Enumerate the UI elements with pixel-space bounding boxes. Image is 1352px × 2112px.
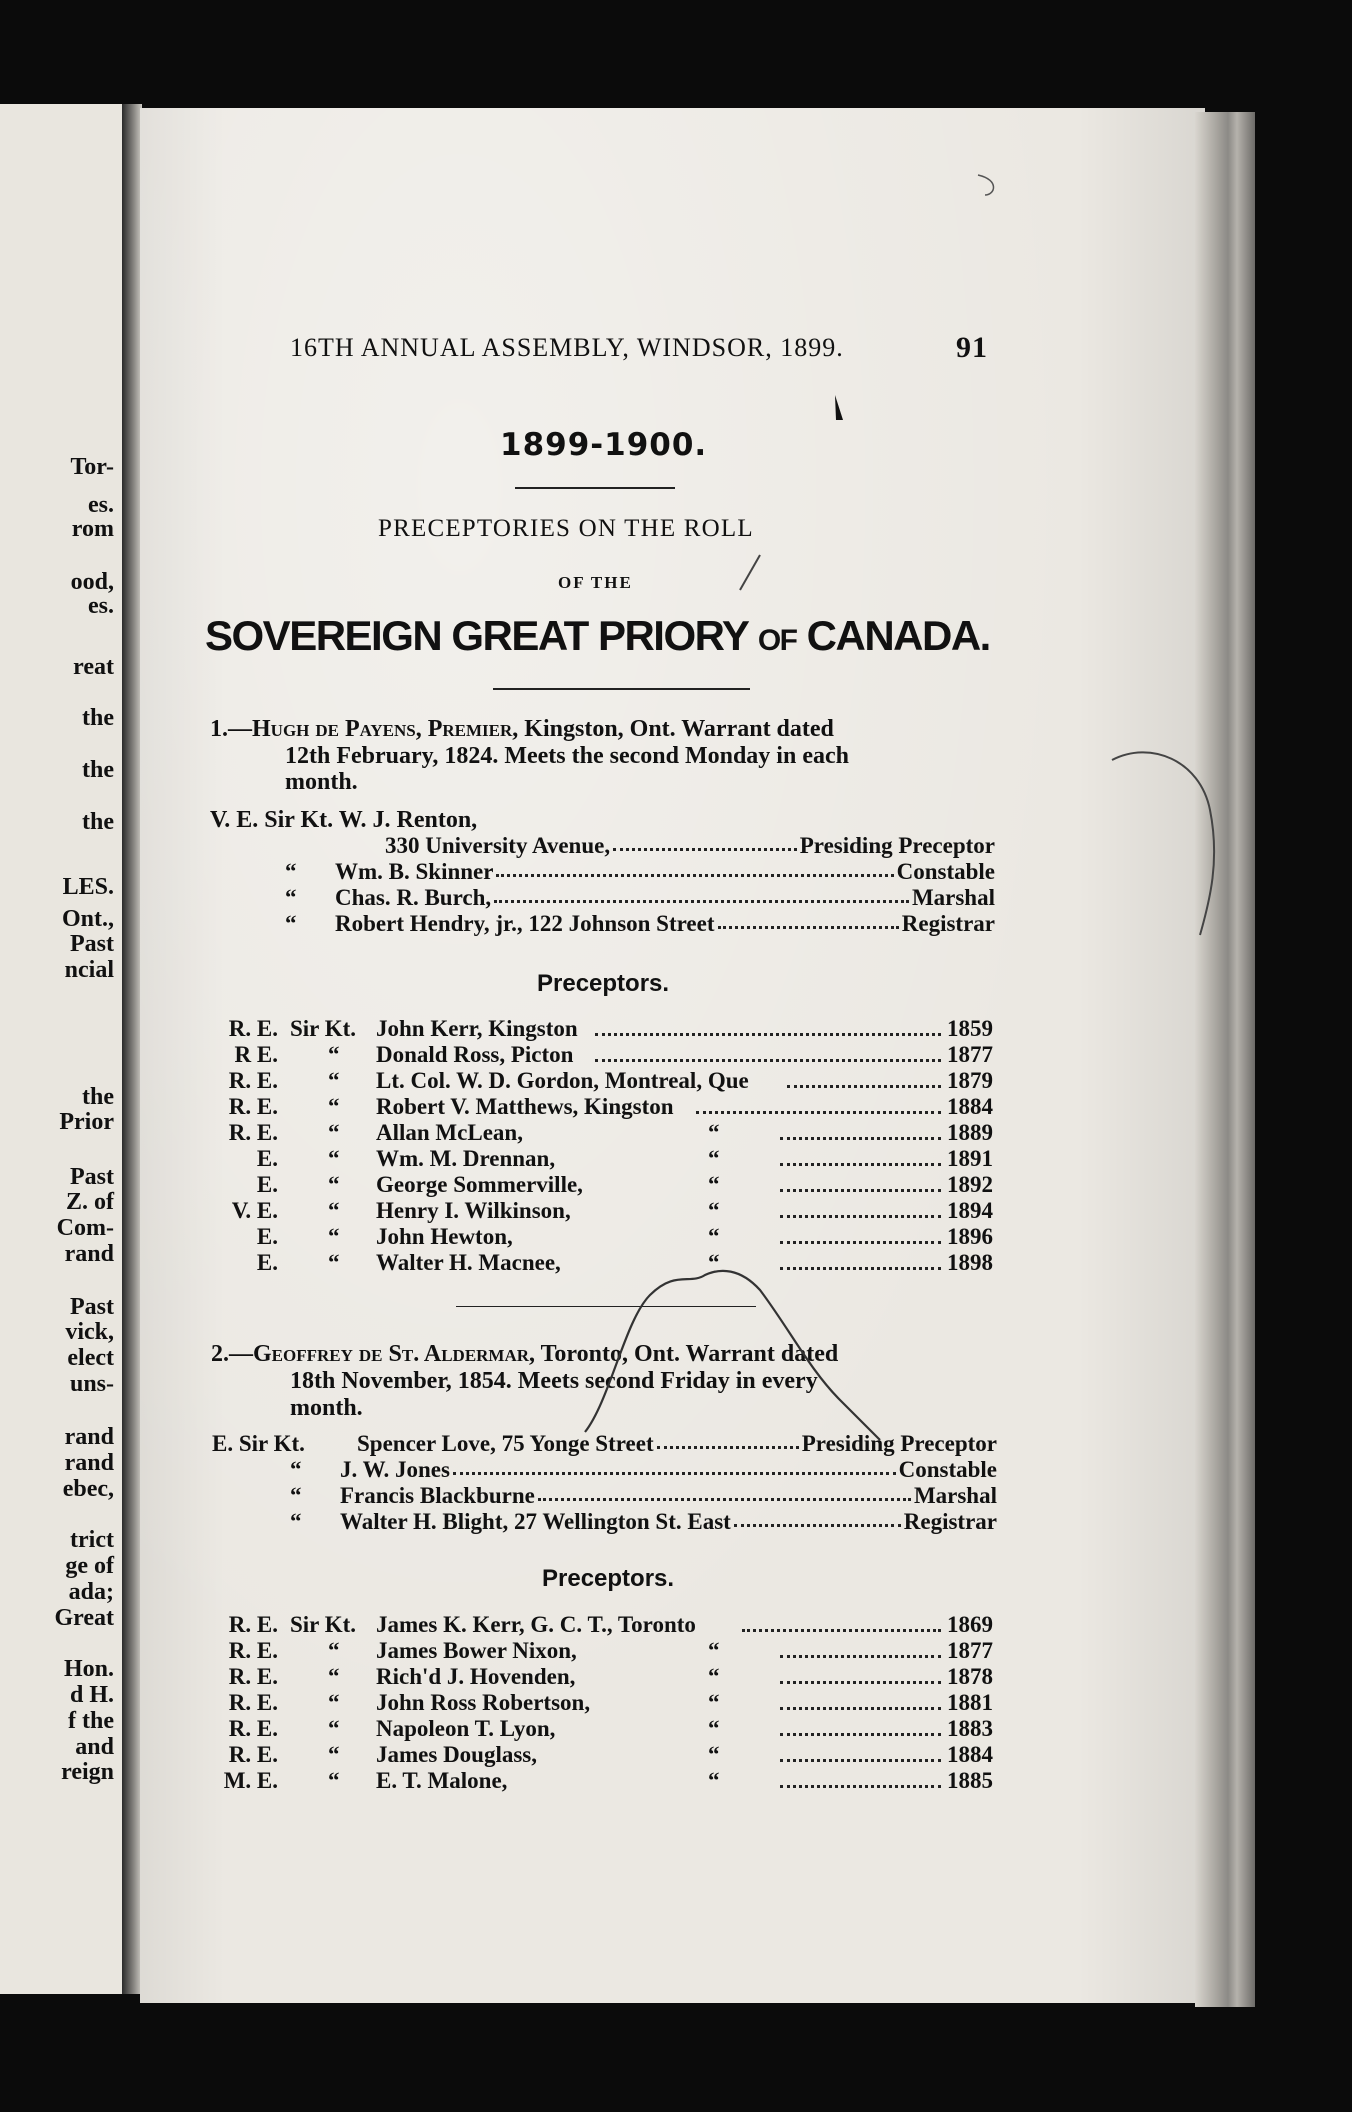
leader-dots xyxy=(696,1111,941,1114)
officer-row xyxy=(290,1458,997,1486)
leader-dots xyxy=(613,834,797,851)
preceptor-rank: R. E. xyxy=(228,1120,278,1145)
preceptor-title: “ xyxy=(328,1768,340,1793)
left-page-fragment: the xyxy=(82,757,114,783)
officer-name: Wm. B. Skinner xyxy=(335,859,494,884)
left-page-fragment: the xyxy=(82,1084,114,1110)
preceptor-place: “ xyxy=(708,1742,720,1767)
preceptor-place: “ xyxy=(708,1716,720,1741)
leader-dots xyxy=(496,860,893,877)
preceptor-year: 1892 xyxy=(947,1172,993,1197)
preceptor-row xyxy=(0,1173,1352,1199)
left-page-fragment: es. xyxy=(88,492,114,518)
officer-role: Constable xyxy=(896,859,995,884)
leader-dots xyxy=(787,1085,941,1088)
preceptor-title: “ xyxy=(328,1094,340,1119)
leader-dots xyxy=(780,1707,941,1710)
preceptory-1-line-3: month. xyxy=(285,769,358,795)
preceptor-place: “ xyxy=(708,1224,720,1249)
preceptor-rank: M. E. xyxy=(223,1768,278,1793)
main-title-of: OF xyxy=(757,624,797,657)
leader-dots xyxy=(538,1484,911,1501)
preceptor-year: 1898 xyxy=(947,1250,993,1275)
preceptor-name: Donald Ross, Picton xyxy=(376,1042,574,1067)
officer-prefix: “ xyxy=(285,859,297,884)
preceptor-title: “ xyxy=(328,1664,340,1689)
preceptor-title: “ xyxy=(328,1146,340,1171)
preceptor-title: “ xyxy=(328,1224,340,1249)
preceptor-name: Allan McLean, xyxy=(376,1120,523,1145)
title-line-2: OF THE xyxy=(558,573,633,592)
preceptor-row xyxy=(0,1095,1352,1121)
left-page-fragment: f the xyxy=(68,1708,114,1734)
preceptor-year: 1894 xyxy=(947,1198,993,1223)
preceptor-rank: E. xyxy=(256,1146,278,1171)
preceptor-place: “ xyxy=(708,1120,720,1145)
preceptor-rank: R. E. xyxy=(228,1716,278,1741)
leader-dots xyxy=(780,1163,941,1166)
leader-dots xyxy=(657,1432,799,1449)
preceptor-name: James Douglass, xyxy=(376,1742,538,1767)
preceptor-title: “ xyxy=(328,1638,340,1663)
officer-role: Presiding Preceptor xyxy=(801,1431,997,1456)
leader-dots xyxy=(780,1759,941,1762)
left-page-fragment: trict xyxy=(70,1527,114,1553)
preceptor-title: “ xyxy=(328,1120,340,1145)
preceptor-year: 1877 xyxy=(947,1638,993,1663)
preceptor-rank: R. E. xyxy=(228,1742,278,1767)
preceptor-year: 1879 xyxy=(947,1068,993,1093)
preceptor-name: E. T. Malone, xyxy=(376,1768,508,1793)
preceptor-year: 1889 xyxy=(947,1120,993,1145)
preceptor-row xyxy=(0,1251,1352,1277)
preceptor-year: 1891 xyxy=(947,1146,993,1171)
officer-name: Francis Blackburne xyxy=(340,1483,535,1508)
preceptor-year: 1883 xyxy=(947,1716,993,1741)
preceptory-number: 2.— xyxy=(211,1341,253,1367)
officer-name: J. W. Jones xyxy=(340,1457,450,1482)
preceptor-rank: R. E. xyxy=(228,1690,278,1715)
preceptor-name: James K. Kerr, G. C. T., Toronto xyxy=(376,1612,696,1637)
left-page-fragment: vick, xyxy=(65,1319,114,1345)
preceptor-row xyxy=(0,1613,1352,1639)
left-page-fragment: ebec, xyxy=(62,1476,114,1502)
preceptor-place: “ xyxy=(708,1664,720,1689)
page-number: 91 xyxy=(956,331,988,364)
preceptor-year: 1884 xyxy=(947,1742,993,1767)
preceptor-rank: E. xyxy=(256,1224,278,1249)
preceptor-row xyxy=(0,1069,1352,1095)
leader-dots xyxy=(780,1655,941,1658)
preceptor-rank: R. E. xyxy=(228,1094,278,1119)
preceptor-row xyxy=(0,1147,1352,1173)
preceptor-row xyxy=(0,1717,1352,1743)
preceptor-rank: V. E. xyxy=(231,1198,278,1223)
preceptor-year: 1885 xyxy=(947,1768,993,1793)
preceptory-1-intro xyxy=(210,717,834,741)
preceptor-title: “ xyxy=(328,1250,340,1275)
officer-prefix: “ xyxy=(285,885,297,910)
left-page-fragment: elect xyxy=(67,1345,114,1371)
preceptor-year: 1869 xyxy=(947,1612,993,1637)
preceptor-year: 1884 xyxy=(947,1094,993,1119)
preceptor-row xyxy=(0,1017,1352,1043)
running-head: 16TH ANNUAL ASSEMBLY, WINDSOR, 1899. xyxy=(290,333,844,362)
officer-row xyxy=(210,834,995,862)
officer-name: Robert Hendry, jr., 122 Johnson Street xyxy=(335,911,715,936)
left-page-fragment: ada; xyxy=(68,1579,114,1605)
preceptor-rank: R. E. xyxy=(228,1638,278,1663)
preceptor-name: Wm. M. Drennan, xyxy=(376,1146,556,1171)
officer-prefix: E. Sir Kt. xyxy=(212,1431,305,1456)
preceptor-title: “ xyxy=(328,1198,340,1223)
main-title xyxy=(205,612,990,659)
leader-dots xyxy=(780,1733,941,1736)
preceptor-row xyxy=(0,1665,1352,1691)
officer-row xyxy=(285,886,995,914)
preceptor-name: Robert V. Matthews, Kingston xyxy=(376,1094,674,1119)
preceptor-place: “ xyxy=(708,1198,720,1223)
preceptor-row xyxy=(0,1121,1352,1147)
preceptor-row xyxy=(0,1769,1352,1795)
leader-dots xyxy=(595,1033,941,1036)
preceptor-name: Walter H. Macnee, xyxy=(376,1250,561,1275)
left-page-fragment: uns- xyxy=(69,1371,114,1397)
preceptor-title: Sir Kt. xyxy=(290,1016,357,1041)
preceptor-place: “ xyxy=(708,1250,720,1275)
preceptor-row xyxy=(0,1199,1352,1225)
preceptor-name: Napoleon T. Lyon, xyxy=(376,1716,556,1741)
left-page-fragment: reign xyxy=(61,1759,114,1785)
left-page-fragment: Past xyxy=(70,931,114,957)
preceptor-year: 1859 xyxy=(947,1016,993,1041)
officer-prefix: “ xyxy=(290,1483,302,1508)
left-page-fragment: rand xyxy=(64,1450,114,1476)
officer-prefix: “ xyxy=(290,1509,302,1534)
officer-name: Spencer Love, 75 Yonge Street xyxy=(357,1431,654,1456)
year-heading: 1899-1900. xyxy=(500,427,708,463)
preceptor-place: “ xyxy=(708,1690,720,1715)
officer-name: 330 University Avenue, xyxy=(385,833,611,858)
officer-row xyxy=(290,1484,997,1512)
preceptor-rank: E. xyxy=(256,1172,278,1197)
officer-row xyxy=(285,912,995,940)
left-page-fragment: rom xyxy=(71,516,114,542)
main-title-part-2: CANADA. xyxy=(796,612,990,659)
preceptory-name: Hugh de Payens, Premier, xyxy=(252,716,519,742)
divider xyxy=(456,1306,756,1307)
preceptor-title: “ xyxy=(328,1068,340,1093)
preceptor-row xyxy=(0,1225,1352,1251)
officer-role: Presiding Preceptor xyxy=(799,833,995,858)
leader-dots xyxy=(595,1059,941,1062)
officer-row xyxy=(212,1432,997,1460)
officer-role: Marshal xyxy=(911,885,995,910)
leader-dots xyxy=(742,1629,941,1632)
preceptory-location: Kingston, Ont. Warrant dated xyxy=(518,716,834,742)
left-page-fragment: Hon. xyxy=(63,1656,114,1682)
divider xyxy=(515,487,675,489)
preceptors-heading: Preceptors. xyxy=(542,1565,675,1592)
preceptor-rank: R. E. xyxy=(228,1016,278,1041)
officer-role: Constable xyxy=(898,1457,997,1482)
preceptor-row xyxy=(0,1743,1352,1769)
left-page-fragment: and xyxy=(75,1734,114,1760)
officer-row xyxy=(285,860,995,888)
leader-dots xyxy=(780,1785,941,1788)
preceptor-name: John Kerr, Kingston xyxy=(376,1016,578,1041)
leader-dots xyxy=(780,1681,941,1684)
left-page-fragment: rand xyxy=(64,1241,114,1267)
title-line-1: PRECEPTORIES ON THE ROLL xyxy=(378,515,754,542)
preceptor-title: “ xyxy=(328,1042,340,1067)
preceptor-name: Rich'd J. Hovenden, xyxy=(376,1664,576,1689)
left-page-fragment: Ont., xyxy=(61,906,114,932)
left-page-fragment: the xyxy=(82,705,114,731)
left-page-fragment: Past xyxy=(70,1294,114,1320)
officer-prefix: “ xyxy=(290,1457,302,1482)
left-page-fragment: the xyxy=(82,809,114,835)
preceptor-rank: R. E. xyxy=(228,1068,278,1093)
preceptor-title: “ xyxy=(328,1742,340,1767)
preceptor-place: “ xyxy=(708,1638,720,1663)
leader-dots xyxy=(734,1510,901,1527)
preceptor-title: “ xyxy=(328,1690,340,1715)
officer-role: Marshal xyxy=(913,1483,997,1508)
preceptors-heading: Preceptors. xyxy=(537,970,670,997)
preceptor-place: “ xyxy=(708,1768,720,1793)
leader-dots xyxy=(780,1189,941,1192)
leader-dots xyxy=(780,1137,941,1140)
preceptory-2-intro xyxy=(211,1342,838,1366)
left-page-fragment: Great xyxy=(54,1605,114,1631)
left-page-fragment: es. xyxy=(88,593,114,619)
main-title-part-1: SOVEREIGN GREAT PRIORY xyxy=(205,612,758,659)
preceptory-1-line-2: 12th February, 1824. Meets the second Monday in each xyxy=(285,743,849,769)
preceptory-location: Toronto, Ont. Warrant dated xyxy=(535,1341,839,1367)
left-page-fragment: reat xyxy=(73,654,114,680)
preceptor-name: Henry I. Wilkinson, xyxy=(376,1198,571,1223)
officers-intro: V. E. Sir Kt. W. J. Renton, xyxy=(210,807,478,833)
left-page-fragment: Past xyxy=(70,1164,114,1190)
preceptory-number: 1.— xyxy=(210,716,252,742)
officer-name: Chas. R. Burch, xyxy=(335,885,492,910)
preceptor-title: Sir Kt. xyxy=(290,1612,357,1637)
left-page-fragment: LES. xyxy=(62,874,114,900)
preceptory-name: Geoffrey de St. Aldermar, xyxy=(253,1341,536,1367)
preceptor-name: Lt. Col. W. D. Gordon, Montreal, Que xyxy=(376,1068,749,1093)
officer-row xyxy=(290,1510,997,1538)
left-page-fragment: ge of xyxy=(65,1553,114,1579)
left-page-fragment: Tor- xyxy=(70,454,114,480)
leader-dots xyxy=(780,1215,941,1218)
officer-name: Walter H. Blight, 27 Wellington St. East xyxy=(340,1509,731,1534)
leader-dots xyxy=(718,912,899,929)
left-page-fragment: ncial xyxy=(64,957,114,983)
preceptor-name: John Hewton, xyxy=(376,1224,513,1249)
left-page-fragment: d H. xyxy=(69,1682,114,1708)
preceptor-row xyxy=(0,1639,1352,1665)
preceptor-rank: R. E. xyxy=(228,1612,278,1637)
left-page-fragment: Prior xyxy=(59,1109,114,1135)
officer-role: Registrar xyxy=(901,911,995,936)
leader-dots xyxy=(780,1267,941,1270)
leader-dots xyxy=(494,886,909,903)
left-page-fragment: rand xyxy=(64,1424,114,1450)
left-page-fragment: Com- xyxy=(56,1215,114,1241)
leader-dots xyxy=(780,1241,941,1244)
preceptor-place: “ xyxy=(708,1172,720,1197)
preceptor-place: “ xyxy=(708,1146,720,1171)
preceptor-year: 1896 xyxy=(947,1224,993,1249)
preceptor-name: John Ross Robertson, xyxy=(376,1690,591,1715)
officer-prefix: “ xyxy=(285,911,297,936)
preceptor-rank: R E. xyxy=(234,1042,278,1067)
officer-role: Registrar xyxy=(903,1509,997,1534)
preceptory-2-line-3: month. xyxy=(290,1395,363,1421)
preceptor-title: “ xyxy=(328,1172,340,1197)
preceptor-year: 1877 xyxy=(947,1042,993,1067)
preceptor-year: 1881 xyxy=(947,1690,993,1715)
leader-dots xyxy=(453,1458,896,1475)
left-page-fragment: ood, xyxy=(70,569,114,595)
preceptor-year: 1878 xyxy=(947,1664,993,1689)
preceptor-name: George Sommerville, xyxy=(376,1172,583,1197)
preceptor-title: “ xyxy=(328,1716,340,1741)
preceptory-2-line-2: 18th November, 1854. Meets second Friday in every xyxy=(290,1368,818,1394)
preceptor-rank: R. E. xyxy=(228,1664,278,1689)
divider xyxy=(493,688,750,690)
preceptor-row xyxy=(0,1043,1352,1069)
preceptor-row xyxy=(0,1691,1352,1717)
preceptor-rank: E. xyxy=(256,1250,278,1275)
preceptor-name: James Bower Nixon, xyxy=(376,1638,577,1663)
left-page-fragment: Z. of xyxy=(66,1189,114,1215)
